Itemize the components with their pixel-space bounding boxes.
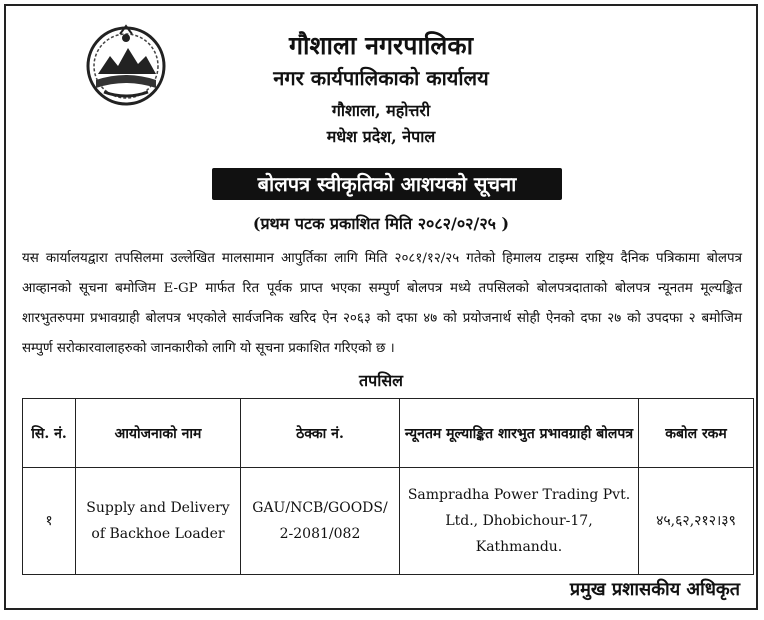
province-name: मधेश प्रदेश, नेपाल <box>326 127 436 146</box>
details-table <box>22 398 754 575</box>
signatory-title: प्रमुख प्रशासकीय अधिकृत <box>569 579 740 600</box>
notice-page <box>4 4 758 610</box>
cell-sn: १ <box>23 468 76 575</box>
cell-contract-no: GAU/NCB/GOODS/ 2-2081/082 <box>241 468 400 575</box>
published-date: (प्रथम पटक प्रकाशित मिति २०८२/०२/२५ ) <box>252 214 510 233</box>
office-address: गौशाला, महोत्तरी <box>331 101 431 120</box>
table-row <box>23 468 754 575</box>
header-contract-no: ठेक्का नं. <box>241 399 400 468</box>
cell-bid-amount: ४५,६२,२१२।३९ <box>639 468 754 575</box>
header-project-name: आयोजनाको नाम <box>76 399 241 468</box>
municipality-name: गौशाला नगरपालिका <box>288 31 474 60</box>
header-bid-amount: कबोल रकम <box>639 399 754 468</box>
table-title: तपसिल <box>358 371 404 390</box>
table-header-row <box>23 399 754 468</box>
header-bidder: न्यूनतम मूल्याङ्कित शारभुत प्रभावग्राही बोलपत्र <box>400 399 639 468</box>
notice-title: बोलपत्र स्वीकृतिको आशयको सूचना <box>212 168 562 200</box>
office-name: नगर कार्यपालिकाको कार्यालय <box>273 66 489 90</box>
header-sn: सि. नं. <box>23 399 76 468</box>
cell-project-name: Supply and Delivery of Backhoe Loader <box>76 468 241 575</box>
notice-body: यस कार्यालयद्वारा तपसिलमा उल्लेखित मालसामान आपुर्तिका लागि मिति २०८१/१२/२५ गतेको हिमालय टाइम्स राष्ट्रिय दैनिक पत्रिकामा बोलपत्र आव्हानको सूचना बमोजिम E-GP मार्फत रित पूर्वक प्राप्त भएका सम्पुर्ण बोलपत्र मध्ये तपसिलको बोलपत्रदाताको बोलपत्र न्यूनतम मूल्यङ्कित शारभुतरुपमा प्रभावग्राही बोलपत्र भएकोले सार्वजनिक खरिद ऐन २०६३ को दफा ४७ को प्रयोजनार्थ सोही ऐनको दफा २७ को उपदफा २ बमोजिम सम्पुर्ण सरोकारवालाहरुको जानकारीको लागि यो सूचना प्रकाशित गरिएको छ । <box>22 251 742 356</box>
cell-bidder: Sampradha Power Trading Pvt. Ltd., Dhobichour-17, Kathmandu. <box>400 468 639 575</box>
